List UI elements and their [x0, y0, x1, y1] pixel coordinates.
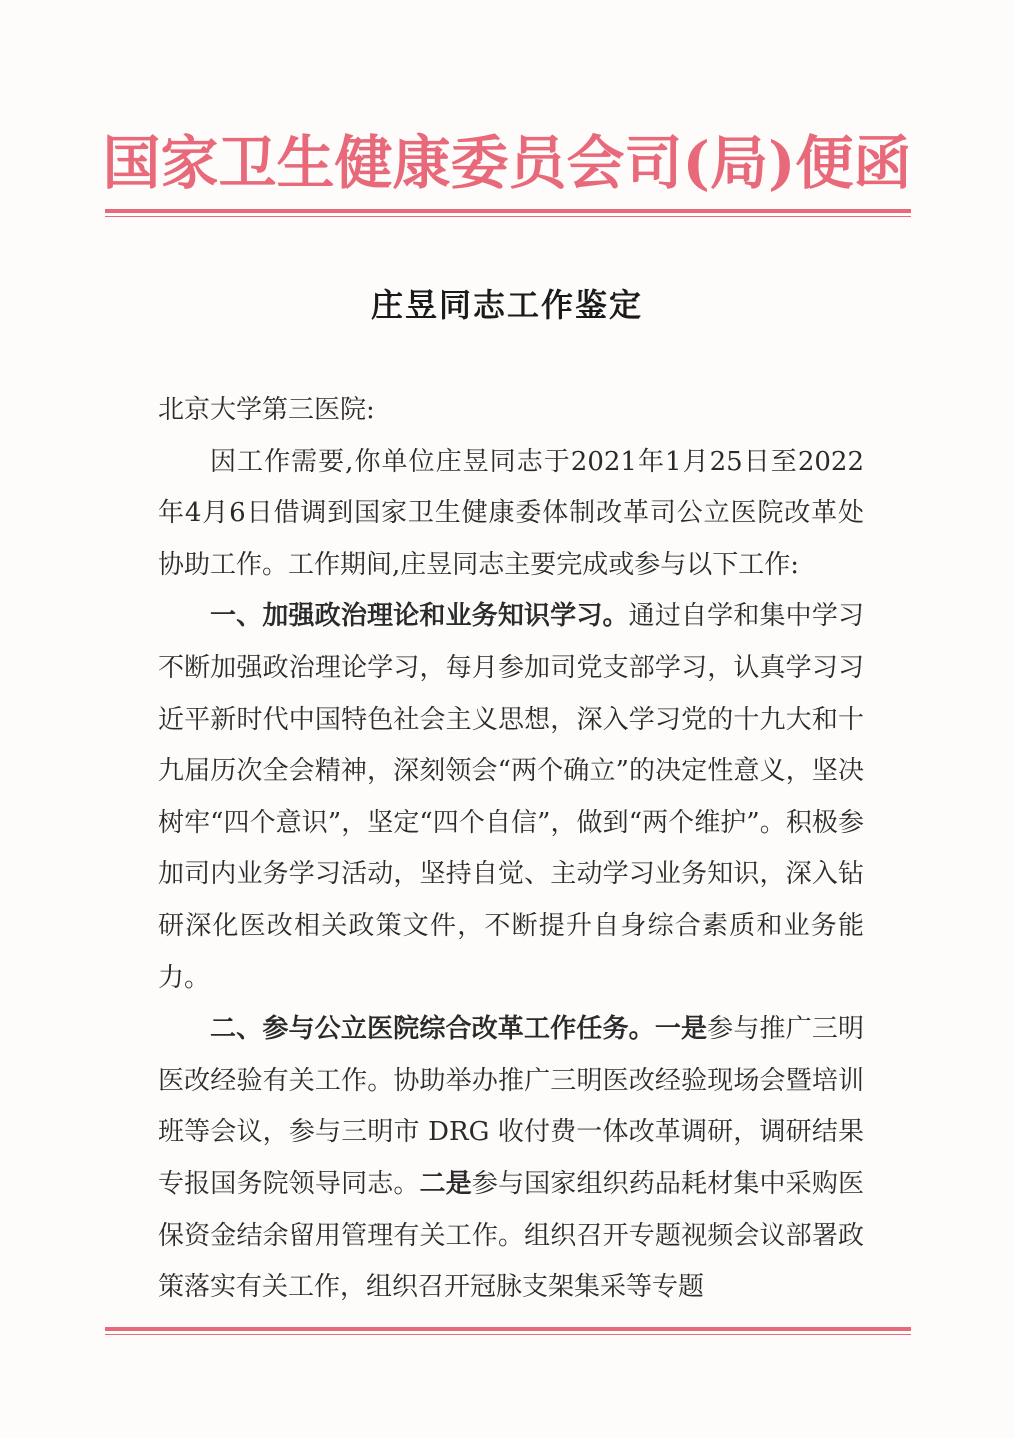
section-1-text: 通过自学和集中学习不断加强政治理论学习，每月参加司党支部学习，认真学习习近平新时代中国特色社会主义思想，深入学习党的十九大和十九届历次全会精神，深刻领会“两个确立”的决定性意义，坚决树牢“四个意识”，坚定“四个自信”，做到“两个维护”。积极参加司内业务学习活动，坚持自觉、主动学习业务知识，深入钻研深化医改相关政策文件，不断提升自身综合素质和业务能力。: [158, 601, 864, 993]
section-1-paragraph: [158, 591, 864, 1004]
document-body: [158, 385, 864, 1314]
salutation: 北京大学第三医院:: [158, 395, 375, 425]
section-2-text-2: 参与国家组织药品耗材集中采购医保资金结余留用管理有关工作。组织召开专题视频会议部署政策落实有关工作，组织召开冠脉支架集采等专题: [158, 1168, 864, 1303]
section-2-lead-1: 一是: [654, 1014, 708, 1045]
section-2-text-1: 参与推广三明医改经验有关工作。协助举办推广三明医改经验现场会暨培训班等会议，参与三明市 DRG 收付费一体改革调研，调研结果专报国务院领导同志。: [158, 1014, 864, 1199]
footer-divider: [105, 1327, 911, 1335]
intro-paragraph: 因工作需要,你单位庄昱同志于2021年1月25日至2022年4月6日借调到国家卫生健康委体制改革司公立医院改革处协助工作。工作期间,庄昱同志主要完成或参与以下工作:: [158, 446, 864, 580]
letterhead: 国家卫生健康委员会司(局)便函: [102, 129, 912, 197]
section-2-lead-2: 二是: [419, 1168, 472, 1199]
section-2-heading: 二、参与公立医院综合改革工作任务。: [210, 1014, 655, 1045]
section-1-heading: 一、加强政治理论和业务知识学习。: [210, 601, 629, 632]
document-title: 庄昱同志工作鉴定: [370, 286, 643, 324]
letterhead-divider: [105, 209, 911, 217]
section-2-paragraph: [158, 1004, 864, 1314]
